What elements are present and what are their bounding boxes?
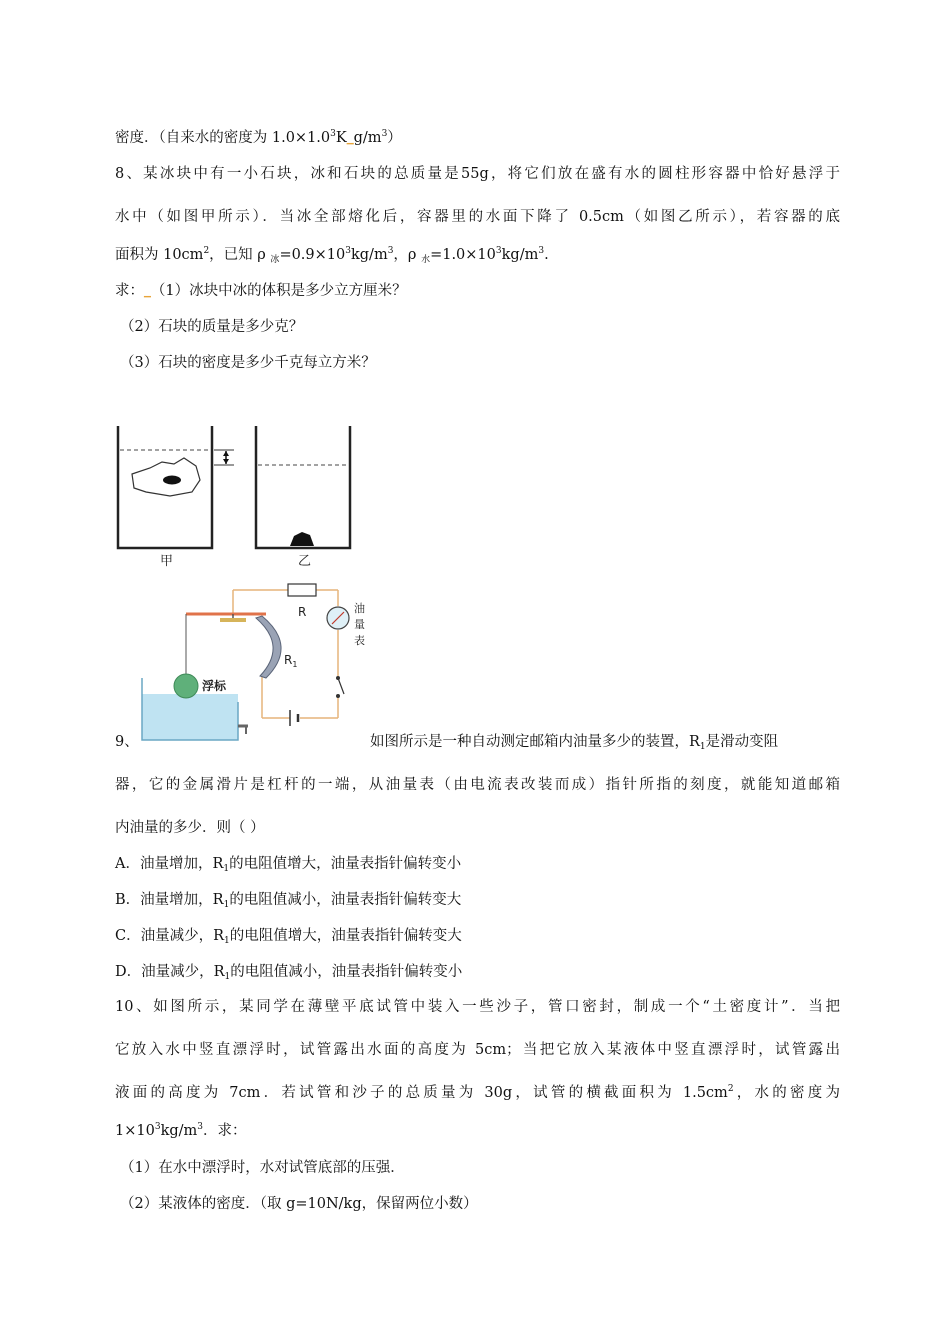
q9-option-a: A．油量增加，$R_1$的电阻值增大，油量表指针偏转变小 — [115, 856, 462, 874]
resistor-r-label: R — [298, 605, 307, 619]
q8-figure — [110, 418, 360, 573]
q9-option-c: C．油量减少，$R_1$的电阻值增大，油量表指针偏转变大 — [115, 928, 462, 946]
label-jia: 甲 — [160, 554, 174, 569]
q8-line-3: 面积为 $10cm^2$，已知 ρ $_冰=0.9\times 10^3kg/m^3$，ρ $_水=1.0\times 10^3kg/m^3$. — [115, 246, 549, 265]
q9-option-b: B．油量增加，$R_1$的电阻值减小，油量表指针偏转变大 — [115, 892, 462, 910]
resistor-r — [288, 584, 316, 596]
label-yi: 乙 — [298, 554, 312, 569]
q9-line-3: 内油量的多少．则（ ） — [115, 820, 265, 836]
density-note-line: 密度．（自来水的密度为 $1.0\times 1.0^3K▁g/m^3$） — [115, 129, 402, 146]
container-jia — [118, 426, 234, 548]
meter-label-2: 量 — [354, 618, 365, 631]
edit-mark: ▁ — [144, 288, 151, 298]
q10-line-3: 液面的高度为 7cm．若试管和沙子的总质量为 30g，试管的横截面积为 $1.5cm^2$，水的密度为 — [115, 1084, 840, 1101]
q10-sub-1: （1）在水中漂浮时，水对试管底部的压强． — [120, 1160, 405, 1176]
meter-label-1: 油 — [354, 602, 365, 615]
q10-line-2: 它放入水中竖直漂浮时，试管露出水面的高度为 5cm；当把它放入某液体中竖直漂浮时，试管露出 — [115, 1042, 840, 1058]
q9-line-1: 9、 如图所示是一种自动测定邮箱内油量多少的装置，$R_1$是滑动变阻 — [115, 734, 779, 752]
r1-arc — [256, 616, 281, 678]
switch-icon — [338, 678, 344, 694]
q9-figure — [138, 578, 373, 748]
q8-line-1: 8、某冰块中有一小石块，冰和石块的总质量是55g，将它们放在盛有水的圆柱形容器中恰好悬浮于 — [115, 166, 840, 182]
stone-yi — [290, 532, 314, 546]
q9-line-2: 器，它的金属滑片是杠杆的一端，从油量表（由电流表改装而成）指针所指的刻度，就能知道邮箱 — [115, 777, 840, 793]
r1-label: $R_1$ — [284, 653, 298, 669]
stone-jia — [163, 476, 181, 485]
q8-sub-3: （3）石块的密度是多少千克每立方米？ — [120, 355, 376, 371]
q8-line-2: 水中（如图甲所示）．当冰全部熔化后，容器里的水面下降了 0.5cm（如图乙所示），若容器的底 — [115, 209, 840, 225]
float-ball — [174, 674, 198, 698]
float-label: 浮标 — [202, 679, 227, 693]
edit-mark: ▁ — [346, 135, 354, 145]
pivot — [220, 618, 246, 622]
q9-number: 9、 — [115, 734, 139, 750]
q10-line-4: $1\times 10^3kg/m^3$．求： — [115, 1122, 247, 1139]
density-note-text: 密度．（自来水的密度为 1.0×1.0 — [115, 130, 331, 146]
container-yi — [256, 426, 350, 548]
q8-ask-line: 求：▁（1）冰块中冰的体积是多少立方厘米？ — [115, 283, 407, 299]
q8-sub-2: （2）石块的质量是多少克？ — [120, 319, 304, 335]
q10-sub-2: （2）某液体的密度．（取 g=10N/kg，保留两位小数） — [120, 1196, 478, 1212]
q10-line-1: 10、如图所示，某同学在薄壁平底试管中装入一些沙子，管口密封，制成一个“土密度计”．当把 — [115, 999, 840, 1015]
q9-option-d: D．油量减少，$R_1$的电阻值减小，油量表指针偏转变小 — [115, 964, 463, 982]
meter-label-3: 表 — [354, 634, 365, 647]
